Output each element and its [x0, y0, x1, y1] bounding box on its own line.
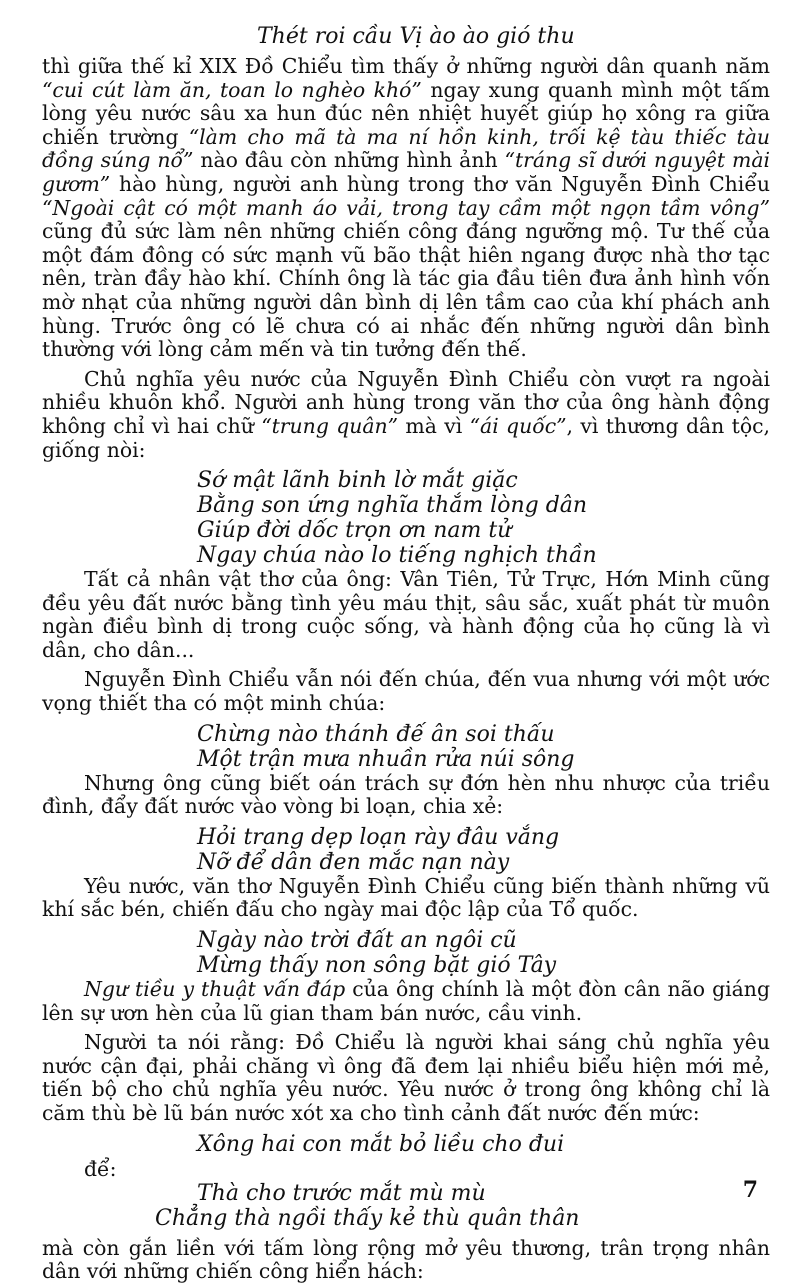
- verse-line: Hỏi trang dẹp loạn rày đâu vắng: [197, 824, 560, 850]
- verse-line: Ngày nào trời đất an ngôi cũ: [197, 928, 517, 954]
- paragraph-2: Chủ nghĩa yêu nước của Nguyễn Đình Chiểu còn vượt ra ngoài nhiều khuôn khổ. Người anh hùng trong văn thơ của ông hành động không chỉ vì hai chữ “trung quân” mà vì “ái quốc”, vì thương dân tộc, giống nòi:: [42, 366, 770, 462]
- verse-line: Xông hai con mắt bỏ liều cho đui: [197, 1131, 565, 1157]
- paragraph-1: thì giữa thế kỉ XIX Đồ Chiểu tìm thấy ở những người dân quanh năm “cui cút làm ăn, toan lo nghèo khó” ngay xung quanh mình một tấm lòng yêu nước sâu xa hun đúc nên nhiệt huyết giúp họ xông ra giữa chiến trường “làm cho mã tà ma ní hồn kinh, trối kệ tàu thiếc tàu đồng súng nổ” nào đâu còn những hình ảnh “tráng sĩ dưới nguyệt mài gươm” hào hùng, người anh hùng trong thơ văn Nguyễn Đình Chiểu “Ngoài cật có một manh áo vải, trong tay cầm một ngọn tầm vông” cũng đủ sức làm nên những chiến công đáng ngưỡng mộ. Tư thế của một đám đông có sức mạnh vũ bão thật hiên ngang được nhà thơ tạc nên, tràn đầy hào khí. Chính ông là tác gia đầu tiên đưa ảnh hình vốn mờ nhạt của những người dân bình dị lên tầm cao của khí phách anh hùng. Trước ông có lẽ chưa có ai nhắc đến những người dân bình thường với lòng cảm mến và tin tưởng đến thế.: [42, 54, 771, 362]
- verse-block-4: [42, 928, 770, 978]
- verse-block-5: [42, 1132, 770, 1157]
- paragraph-5: Nhưng ông cũng biết oán trách sự đớn hèn nhu nhược của triều đình, đẩy đất nước vào vòng bi loạn, chia xẻ:: [42, 770, 770, 819]
- verse-line: Giúp đời dốc trọn ơn nam tử: [197, 518, 512, 544]
- page-number: 7: [742, 1177, 758, 1203]
- paragraph-9: mà còn gắn liền với tấm lòng rộng mở yêu thương, trân trọng nhân dân với những chiến công hiển hách:: [42, 1235, 770, 1284]
- verse-block-3: [42, 825, 770, 875]
- opening-verse: Thét roi cầu Vị ào ào gió thu: [257, 24, 575, 49]
- verse-line: Ngay chúa nào lo tiếng nghịch thần: [197, 543, 597, 569]
- paragraph-4: Nguyễn Đình Chiểu vẫn nói đến chúa, đến vua nhưng với một ước vọng thiết tha có một minh chúa:: [42, 667, 770, 716]
- de-label: để:: [84, 1156, 117, 1181]
- verse-line: Thà cho trước mắt mù mù: [197, 1180, 486, 1206]
- verse-line: Chừng nào thánh đế ân soi thấu: [197, 721, 555, 747]
- verse-line: Bằng son ứng nghĩa thắm lòng dân: [197, 493, 588, 519]
- paragraph-6: Yêu nước, văn thơ Nguyễn Đình Chiểu cũng biến thành những vũ khí sắc bén, chiến đấu cho ngày mai độc lập của Tổ quốc.: [42, 873, 770, 922]
- paragraph-3: Tất cả nhân vật thơ của ông: Vân Tiên, Tử Trực, Hớn Minh cũng đều yêu đất nước bằng tình yêu máu thịt, sâu sắc, xuất phát từ muôn ngàn điều bình dị trong cuộc sống, và hành động của họ cũng là vì dân, cho dân...: [42, 567, 770, 662]
- verse-line: Chẳng thà ngồi thấy kẻ thù quân thân: [155, 1205, 580, 1231]
- paragraph-8: Người ta nói rằng: Đồ Chiểu là người khai sáng chủ nghĩa yêu nước cận đại, phải chăng vì ông đã đem lại nhiều biểu hiện mới mẻ, tiến bộ cho chủ nghĩa yêu nước. Yêu nước ở trong ông không chỉ là căm thù bè lũ bán nước xót xa cho tình cảnh đất nước đến mức:: [42, 1030, 770, 1125]
- verse-line: Sớ mật lãnh binh lờ mắt giặc: [197, 468, 518, 494]
- verse-line: Nỡ để dân đen mắc nạn này: [197, 849, 510, 875]
- paragraph-7: Ngư tiều y thuật vấn đáp của ông chính là một đòn cân não giáng lên sự ươn hèn của lũ gian tham bán nước, cầu vinh.: [42, 977, 770, 1025]
- verse-line: Mừng thấy non sông bặt gió Tây: [197, 953, 557, 979]
- verse-block-2: [42, 722, 770, 772]
- verse-block-6: [42, 1181, 770, 1231]
- verse-line: Một trận mưa nhuần rửa núi sông: [197, 746, 575, 772]
- verse-block-1: [42, 468, 770, 568]
